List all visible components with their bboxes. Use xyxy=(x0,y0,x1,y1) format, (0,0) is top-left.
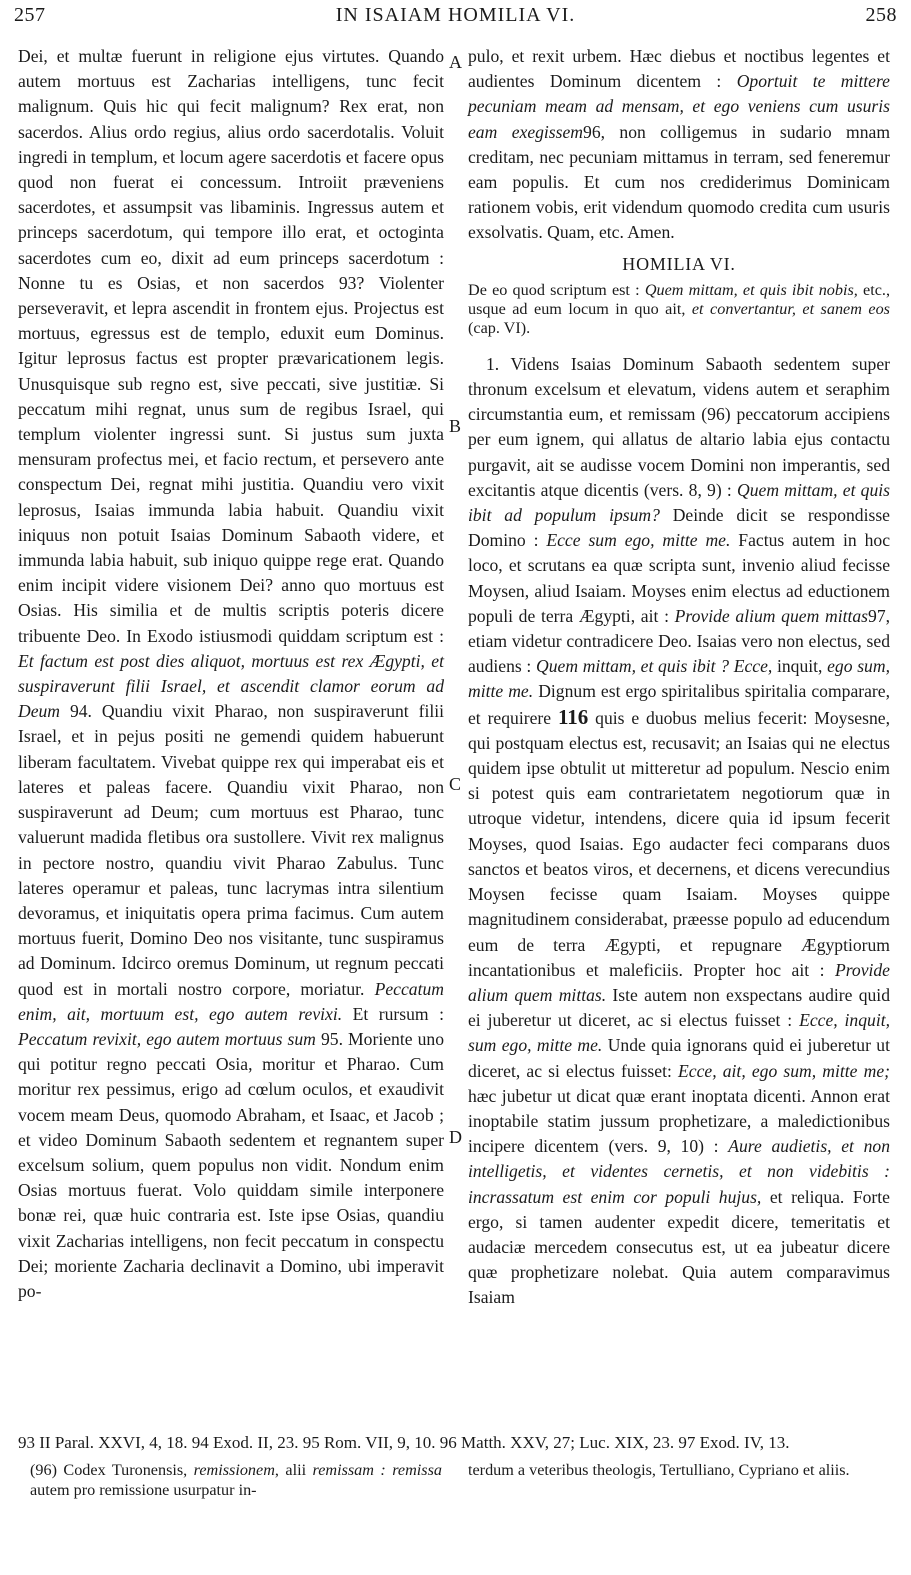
note-96-i: remissionem xyxy=(193,1461,275,1479)
quote-3: Provide alium quem mittas xyxy=(674,605,869,626)
summary-a: De eo quod scriptum est : xyxy=(468,280,640,299)
right-column xyxy=(468,44,890,1311)
note-96-i2: remissam : remissa xyxy=(312,1461,442,1479)
left-quote-exodus: Et factum est post dies aliquot, mortuus est rex Ægypti, et suspiraverunt filii Israel, et ascendit clamor eorum ad Deum xyxy=(18,650,444,722)
left-body: Dei, et multæ fuerunt in religione ejus virtutes. Quando autem mortuus est Zacharias intelligens, tunc fecit malignum. Quis hic qui fecit malignum? Rex erat, non sacerdos. Alius ordo regius, alius ordo sacerdotalis. Voluit ingredi in templum, et locum agere sacerdotis et facere opus quod non fuerat ei concessum. Introiit præveniens sacerdotes, et assumpsit vas libaminis. Ingressus autem et princeps sacerdotum, qui tempore illo erat, et octoginta sacerdotes cum eo, dixit ad eum princeps sacerdotum : Nonne tu es Osias, et non sacerdos 93? Violenter perseveravit, et lepra ascendit in frontem ejus. Projectus est mortuus, egressus est de templo, eduxit eum Dominus. Igitur leprosus factus est propter prævaricationem legis. Unusquisque sub regno est, sive peccati, sive justitiæ. Si peccatum mihi regnat, unus sum de regibus Israel, qui templum violenter ingressi sunt. Si justus sum juxta mensuram profectus mei, et facio rectum, et persevero ante conspectum Dei, regnat mihi justitia. Quandiu vero vixit leprosus, Isaias immunda labia habuit. Quandiu vixit iniquus non potuit Isaias Dominum Sabaoth videre, et immunda labia habuit, sub iniquo quippe rege erat. Quando enim incipit videre visionem Dei? anno quo mortuus est Osias. His similia et de multis scriptis poteris dicere tribuente Deo. In Exodo istiusmodi quiddam scriptum est : xyxy=(18,46,444,646)
note-96-a: (96) Codex Turonensis, xyxy=(30,1461,188,1479)
quote-6: Provide alium quem mittas. xyxy=(468,959,890,1005)
left-body-3: Et rursum : xyxy=(352,1003,444,1024)
right-quote-matthew: Oportuit te mittere pecuniam meam ad mensam, et ego veniens cum usuris eam exegissem xyxy=(468,71,890,142)
right-intro-text: pulo, et rexit urbem. Hæc diebus et noctibus legentes et audientes Dominum dicentem : xyxy=(468,46,890,92)
body-5: inquit, xyxy=(776,656,823,677)
page-number-left: 257 xyxy=(14,4,46,26)
margin-letter-a: A xyxy=(449,52,462,72)
note-96-b: , alii xyxy=(274,1461,307,1479)
summary-c: (cap. VI). xyxy=(468,318,531,337)
homily-body xyxy=(468,352,890,1311)
running-header xyxy=(14,4,897,30)
body-1: 1. Videns Isaias Dominum Sabaoth sedentem super thronum excelsum et elevatum, videns autem et seraphim circumstantia eum, et remissam (96) peccatorum accipiens per eum ignem, qui allatus de altario labia ejus contactu purgavit, ait se audisse vocem Domini non imperantis, sed excitantis atque dicentis (vers. 8, 9) : xyxy=(468,353,890,500)
body-7: Iste autem non exspectans audire quid ei juberetur ut diceret, ac si electus fuisset : xyxy=(468,984,890,1031)
homily-summary xyxy=(468,281,890,338)
left-text xyxy=(18,44,444,1304)
body-9: hæc jubetur ut dicat quæ erant inoptata dicenti. Annon erat inoptabile statim jussum prophetizare, a maledictionibus incipere dicentem (vers. 9, 10) : xyxy=(468,1085,890,1157)
summary-b: etc., usque ad eum locum in quo ait, xyxy=(468,280,891,318)
body-6b: quis e duobus melius fecerit: Moysesne, qui postquam electus est, recusavit; an Isaias qui ne electus quidem ipse obtulit ut mitteretur ad populum. Nescio enim si potest quis eam contrarietatem negotiorum quæ in utroque videtur, intendens, dicere quia id ipsum fecerit Moyses, quod Isaias. Ego audacter feci comparans duos sanctos et beatos viros, et decernens, et dicens verecundius Moysen fecisse quam Isaiam. Moyses quippe magnitudinem considerabat, præesse populo ad educendum eum de terra Ægypti, et repugnare Ægyptiorum incantationibus et maleficiis. Propter hoc ait : xyxy=(468,707,890,980)
footnote-96-left xyxy=(30,1460,442,1500)
quote-2: Ecce sum ego, mitte me. xyxy=(546,530,731,551)
left-column xyxy=(18,44,444,1304)
body-6a: Dignum est ergo spiritalibus spiritalia comparare, et requirere xyxy=(468,681,890,728)
quote-7: Ecce, inquit, sum ego, mitte me. xyxy=(468,1010,890,1056)
right-intro-tail: 96, non colligemus in sudario mnam creditam, nec pecuniam mittamus in terram, sed feneremur eam populis. Et cum nos crediderimus Dominicam rationem vobis, erit videndum quomodo credita cum usuris exsolvatis. Quam, etc. Amen. xyxy=(468,121,890,243)
body-2: Deinde dicit se respondisse Domino : xyxy=(468,505,890,551)
left-body-4: 95. Moriente uno qui potitur regno peccati Osia, moritur et Pharao. Cum moritur rex pessimus, erigo ad cœlum oculos, et exaudivit vocem meam Deus, quomodo Abraham, et Isaac, et Jacob ; et video Dominum Sabaoth sedentem et regnantem super excelsum solium, quem populus non vidit. Nondum enim Osias mortuus fuerat. Volo quiddam simile interponere bonæ rei, quæ huic contraria est. Iste ipse Osias, quandiu vixit Zacharias intelligens, non fecit peccatum in conspectu Dei; moriente Zacharia declinavit a Domino, ubi imperavit po- xyxy=(18,1028,445,1301)
body-3: Factus autem in hoc loco, et scrutans ea quæ scripta sunt, invenio aliud fecisse Moysen, aliud Isaiam. Moyses enim electus ad eductionem populi de terra Ægypti, ait : xyxy=(468,530,890,626)
summary-quote-2: et convertantur, et sanem eos xyxy=(691,299,890,318)
left-quote-romans-2: Peccatum revixit, ego autem mortuus sum xyxy=(18,1028,316,1049)
margin-letter-c: C xyxy=(449,774,462,794)
page-number-right: 258 xyxy=(865,4,897,26)
body-8: Unde quia ignorans quid ei juberetur ut diceret, ac si electus fuisset: xyxy=(468,1035,890,1081)
homily-title: HOMILIA VI. xyxy=(622,253,736,274)
margin-letter-d: D xyxy=(449,1127,462,1147)
note-96-c: autem pro remissione usurpatur in- xyxy=(30,1481,257,1499)
left-body-2: 94. Quandiu vixit Pharao, non suspiraverunt filii Israel, et in pejus positi ne gemendi quidem habuerunt liberam facultatem. Vivebat quippe rex qui imperabat eis et lateres et paleas facere. Quandiu vixit Pharao, non suspiraverunt ad Deum; cum mortuus est Pharao, tunc valuerunt madida fletibus ora sustollere. Vivit rex malignus in pectore nostro, quandiu vivit Pharao Zabulus. Tunc lateres operamur et paleas, tunc lacrymas intra silentium devoramus, et iniquitatis opera prima facimus. Cum autem mortuus fuerit, Domino Deo nos visitante, tunc suspiramus ad Dominum. Idcirco oremus Dominum, ut regnum peccati quod est in mortali nostro corpore, moriatur. xyxy=(18,701,445,999)
left-quote-romans: Peccatum enim, ait, mortuum est, ego autem revixi. xyxy=(18,978,444,1024)
quote-4: Quem mittam, et quis ibit ? Ecce, xyxy=(536,656,773,677)
quote-5: ego sum, mitte me. xyxy=(468,656,890,702)
right-intro xyxy=(468,44,890,246)
footnote-line: 93 II Paral. XXVI, 4, 18. 94 Exod. II, 23. 95 Rom. VII, 9, 10. 96 Matth. XXV, 27; Luc. XIX, 23. 97 Exod. IV, 13. xyxy=(18,1433,790,1452)
quote-8: Ecce, ait, ego sum, mitte me; xyxy=(678,1060,891,1081)
summary-quote: Quem mittam, et quis ibit nobis, xyxy=(644,280,858,299)
footnote-references xyxy=(18,1431,893,1455)
running-title: IN ISAIAM HOMILIA VI. xyxy=(335,4,576,26)
margin-letter-b: B xyxy=(449,416,462,436)
body-4: 97, etiam videtur contradicere Deo. Isaias vero non electus, sed audiens : xyxy=(468,605,891,677)
body-10: et reliqua. Forte ergo, si tamen audenter expedit dicere, temeritatis et audaciæ mercedem consecutus est, ut ea jubeatur dicere quæ prophetizare nolebat. Quia autem comparavimus Isaiam xyxy=(468,1186,890,1308)
page-number-mark: 116 xyxy=(557,704,589,729)
quote-1: Quem mittam, et quis ibit ad populum ipsum? xyxy=(468,479,890,526)
footnote-96-right: terdum a veteribus theologis, Tertulliano, Cypriano et aliis. xyxy=(468,1461,850,1479)
quote-9: Aure audietis, et non intelligetis, et videntes cernetis, et non videbitis : incrassatum est enim cor populi hujus, xyxy=(468,1136,890,1207)
